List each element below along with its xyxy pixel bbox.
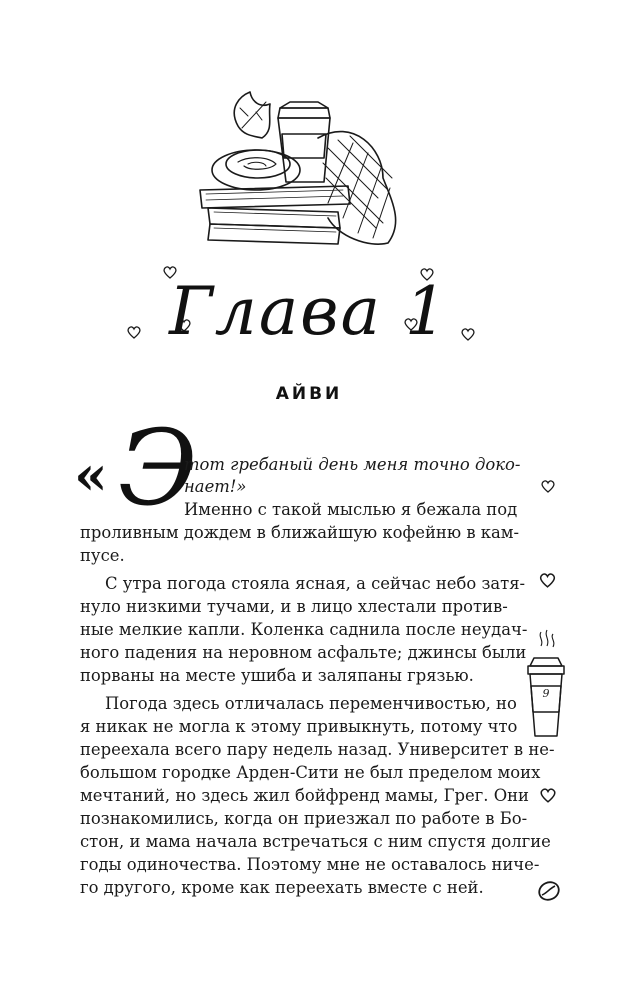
text-line: переехала всего пару недель назад. Университет в не- [80,740,555,759]
text-line: большом городке Арден-Сити не был пределом моих [80,763,541,782]
coffee-cup-icon [524,628,568,740]
text-line: стон, и мама начала встречаться с ним спустя долгие [80,832,551,851]
character-name: АЙВИ [275,384,343,404]
text-line: годы одиночества. Поэтому мне не оставалось ниче- [80,855,540,874]
heart-icon [539,573,556,588]
books-coffee-illustration [178,78,418,258]
chapter-title: Глава 1 [169,273,449,350]
heart-icon [541,480,555,493]
text-line: порваны на месте ушиба и заляпаны грязью. [80,666,474,685]
page-number: 9 [542,687,550,700]
coffee-bean-icon [537,880,561,902]
text-line: пусе. [80,546,125,565]
text-line: тот гребаный день меня точно доко- [184,455,521,474]
text-line: Именно с такой мыслью я бежала под [184,500,518,519]
text-line: го другого, кроме как переехать вместе с ней. [80,878,484,897]
text-line: познакомились, когда он приезжал по работе в Бо- [80,809,528,828]
opening-quote: « [74,443,108,507]
text-line: нуло низкими тучами, и в лицо хлестали против- [80,597,508,616]
heart-icon [540,788,556,803]
text-line: мечтаний, но здесь жил бойфренд мамы, Грег. Они [80,786,529,805]
text-line: Погода здесь отличалась переменчивостью, но [105,694,517,713]
text-line: ные мелкие капли. Коленка саднила после неудач- [80,620,528,639]
text-line: С утра погода стояла ясная, а сейчас небо затя- [105,574,526,593]
drop-cap: Э [118,407,198,529]
text-line: я никак не могла к этому привыкнуть, потому что [80,717,518,736]
text-line: проливным дождем в ближайшую кофейню в кам- [80,523,520,542]
text-line: нает!» [184,477,247,496]
text-line: ного падения на неровном асфальте; джинсы были [80,643,527,662]
